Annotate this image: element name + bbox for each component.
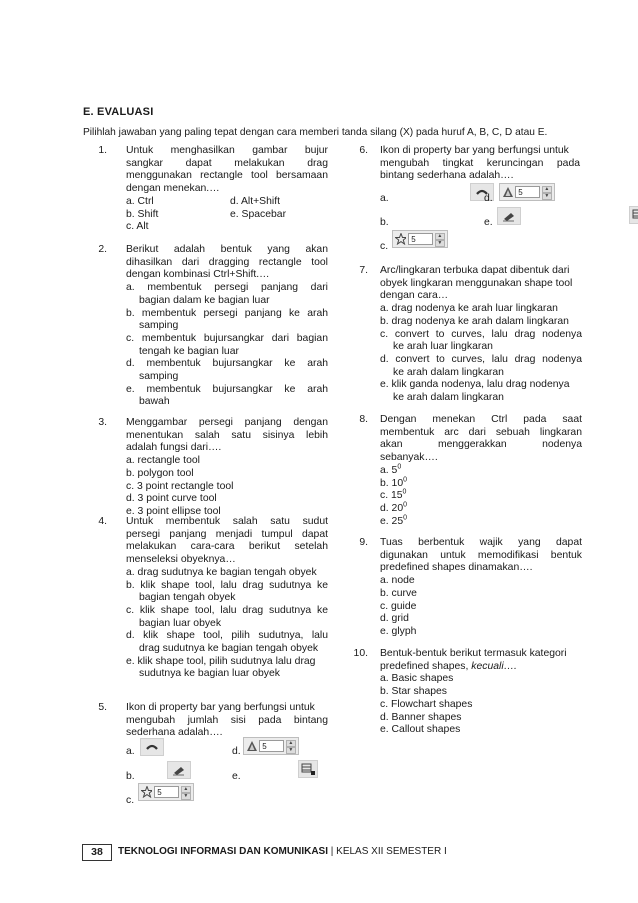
option-a-cont: bagian dalam ke bagian luar (139, 294, 270, 306)
question-text: Bentuk-bentuk berikut termasuk kategori (380, 648, 567, 659)
question-text: digunakan untuk memodifikasi bentuk (380, 549, 582, 561)
question-8 (380, 414, 582, 528)
option-c: c. (380, 241, 389, 252)
option-d: d. membentuk bujursangkar ke arah (126, 358, 328, 370)
option-b: b. (380, 217, 389, 228)
option-c: c. (126, 795, 135, 806)
question-number: 5. (98, 702, 107, 713)
option-c-cont: tengah ke bagian luar (139, 345, 239, 357)
degree-sup: 0 (402, 488, 407, 496)
option-c-cont: bagian luar obyek (139, 617, 222, 629)
option-b: b. $10^0$ (380, 476, 408, 489)
question-text: sebanyak…. (380, 452, 438, 464)
question-text: predefined shapes, kecuali…. (380, 660, 517, 672)
question-text: Ikon di property bar yang berfungsi untuk (126, 702, 315, 713)
option-d: d. $20^0$ (380, 501, 408, 514)
option-d: d. (484, 193, 493, 204)
option-d: d. Alt+Shift (230, 195, 280, 207)
question-9 (380, 537, 582, 639)
option-d: d. (232, 746, 241, 757)
question-number: 6. (359, 145, 368, 156)
question-text: menentukan salah satu sisinya lebih (126, 429, 328, 441)
eraser-knife-icon (497, 207, 521, 225)
question-7 (380, 265, 582, 405)
question-text: dihasilkan dari dragging rectangle tool (126, 256, 328, 268)
question-text: Tuas berbentuk wajik yang dapat (380, 537, 582, 548)
option-e: e. (232, 771, 241, 782)
option-b: b. polygon tool (126, 467, 194, 479)
option-d: d. Banner shapes (380, 711, 462, 723)
question-2 (126, 244, 328, 409)
question-text: Menggambar persegi panjang dengan (126, 417, 328, 428)
question-text: sangkar dapat melakukan drag (126, 157, 328, 169)
option-a: a. node (380, 575, 415, 587)
option-e-cont: sudutnya ke bagian luar obyek (139, 668, 280, 680)
properties-grid-icon (298, 760, 318, 778)
question-text: Untuk membentuk salah satu sudut (126, 516, 328, 527)
question-number: 2. (98, 244, 107, 255)
option-d-cont: samping (139, 371, 179, 383)
question-number: 10. (353, 648, 368, 659)
question-3 (126, 417, 328, 519)
question-text: Arc/lingkaran terbuka dapat dibentuk dari (380, 265, 570, 276)
option-b: b. membentuk persegi panjang ke arah (126, 307, 328, 319)
question-text: Berikut adalah bentuk yang akan (126, 244, 328, 255)
question-text: persegi panjang menjadi tumpul dapat (126, 528, 328, 540)
question-text: menggunakan rectangle tool bersamaan (126, 170, 328, 182)
question-text: Untuk menghasilkan gambar bujur (126, 145, 328, 156)
option-e-cont: bawah (139, 396, 170, 408)
question-10 (380, 648, 582, 737)
option-c: c. Alt (126, 221, 149, 233)
section-title: E. EVALUASI (83, 106, 154, 118)
degree-sup: 0 (403, 514, 408, 522)
option-c: c. $15^0$ (380, 488, 407, 502)
spinner-value: 5 (259, 740, 284, 752)
option-c: c. 3 point rectangle tool (126, 480, 234, 492)
eraser-knife-icon (167, 761, 191, 779)
footer-title: TEKNOLOGI INFORMASI DAN KOMUNIKASI | KELAS XII SEMESTER I (118, 846, 447, 857)
option-e: e. (484, 217, 493, 228)
question-number: 3. (98, 417, 107, 428)
question-1 (126, 145, 328, 234)
option-e: e. glyph (380, 625, 417, 637)
option-b: b. drag nodenya ke arah dalam lingkaran (380, 315, 569, 327)
option-e: e. membentuk bujursangkar ke arah (126, 383, 328, 395)
option-a: a. (380, 193, 389, 204)
degree-sup: 0 (397, 463, 402, 471)
option-e: e. $25^0$ (380, 514, 408, 527)
question-number: 9. (359, 537, 368, 548)
option-a: a. (126, 746, 135, 757)
question-text: obyek lingkaran menggunakan shape tool (380, 277, 573, 289)
option-b: b. klik shape tool, lalu drag sudutnya ke (126, 579, 328, 591)
option-a: a. Basic shapes (380, 673, 454, 685)
question-text: predefined shapes dinamakan…. (380, 562, 533, 574)
question-text: membentuk arc dari sebuah lingkaran (380, 426, 582, 438)
option-e: e. Spacebar (230, 208, 287, 220)
star-points-spinner: 5 ▲ ▼ (392, 230, 448, 248)
question-text: dengan kombinasi Ctrl+Shift.… (126, 269, 270, 281)
question-text: menseleksi obyeknya… (126, 554, 236, 566)
option-e: e. klik ganda nodenya, lalu drag nodenya (380, 379, 570, 391)
option-c: c. convert to curves, lalu drag nodenya (380, 328, 582, 340)
question-number: 4. (98, 516, 107, 527)
option-d: d. grid (380, 613, 409, 625)
shape-tool-icon (140, 738, 164, 756)
question-text: mengubah tingkat keruncingan pada (380, 157, 580, 169)
option-e: e. 3 point ellipse tool (126, 505, 221, 517)
option-d: d. convert to curves, lalu drag nodenya (380, 353, 582, 365)
question-6 (380, 145, 580, 183)
spinner-value: 5 (515, 186, 540, 198)
option-e: e. Callout shapes (380, 724, 461, 736)
option-d: d. 3 point curve tool (126, 493, 217, 505)
star-sharpness-spinner: 5 ▲ ▼ (243, 737, 299, 755)
spinner-value: 5 (408, 233, 433, 245)
option-a: a. Ctrl (126, 195, 154, 207)
question-text: sederhana adalah…. (126, 727, 223, 739)
question-4 (126, 516, 328, 681)
question-text: Ikon di property bar yang berfungsi untuk (380, 145, 569, 156)
option-e: e. klik shape tool, pilih sudutnya lalu drag (126, 655, 316, 667)
question-text: mengubah jumlah sisi pada bintang (126, 714, 328, 726)
degree-sup: 0 (403, 501, 408, 509)
option-a: a. drag nodenya ke arah luar lingkaran (380, 303, 558, 315)
option-b: b. Star shapes (380, 686, 448, 698)
option-a: a. drag sudutnya ke bagian tengah obyek (126, 566, 317, 578)
option-c: c. klik shape tool, lalu drag sudutnya ke (126, 604, 328, 616)
question-number: 8. (359, 414, 368, 425)
option-b-cont: bagian tengah obyek (139, 592, 236, 604)
properties-grid-icon (629, 206, 638, 224)
page-number: 38 (82, 844, 112, 861)
question-text: dengan menekan.… (126, 183, 220, 195)
option-b: b. curve (380, 587, 417, 599)
option-d: d. klik shape tool, pilih sudutnya, lalu (126, 630, 328, 642)
option-d-cont: drag sudutnya ke bagian tengah obyek (139, 643, 319, 655)
option-c-cont: ke arah luar lingkaran (393, 341, 493, 353)
option-c: c. Flowchart shapes (380, 698, 473, 710)
option-a: a. $5^0$ (380, 463, 402, 476)
option-a: a. rectangle tool (126, 455, 200, 467)
question-text: akan menggerakkan nodenya (380, 439, 582, 451)
question-text: adalah fungsi dari…. (126, 442, 222, 454)
option-c: c. guide (380, 600, 417, 612)
option-a: a. membentuk persegi panjang dari (126, 282, 328, 294)
question-number: 7. (359, 265, 368, 276)
question-text: melakukan cara-cara berikut setelah (126, 541, 328, 553)
option-b: b. Shift (126, 208, 159, 220)
option-c: c. membentuk bujursangkar dari bagian (126, 332, 328, 344)
instruction: Pilihlah jawaban yang paling tepat dengan cara memberi tanda silang (X) pada huruf A, B, C, D atau E. (83, 127, 548, 138)
option-e-cont: ke arah dalam lingkaran (393, 392, 504, 404)
question-text: Dengan menekan Ctrl pada saat (380, 414, 582, 425)
question-text: dengan cara… (380, 290, 449, 302)
star-points-spinner: 5 ▲ ▼ (138, 783, 194, 801)
question-5 (126, 702, 332, 740)
star-sharpness-spinner: 5 ▲ ▼ (499, 183, 555, 201)
option-d-cont: ke arah dalam lingkaran (393, 366, 504, 378)
spinner-value: 5 (154, 786, 179, 798)
question-number: 1. (98, 145, 107, 156)
option-b: b. (126, 771, 135, 782)
degree-sup: 0 (403, 476, 408, 484)
question-text: bintang sederhana adalah…. (380, 170, 514, 182)
option-b-cont: samping (139, 320, 179, 332)
